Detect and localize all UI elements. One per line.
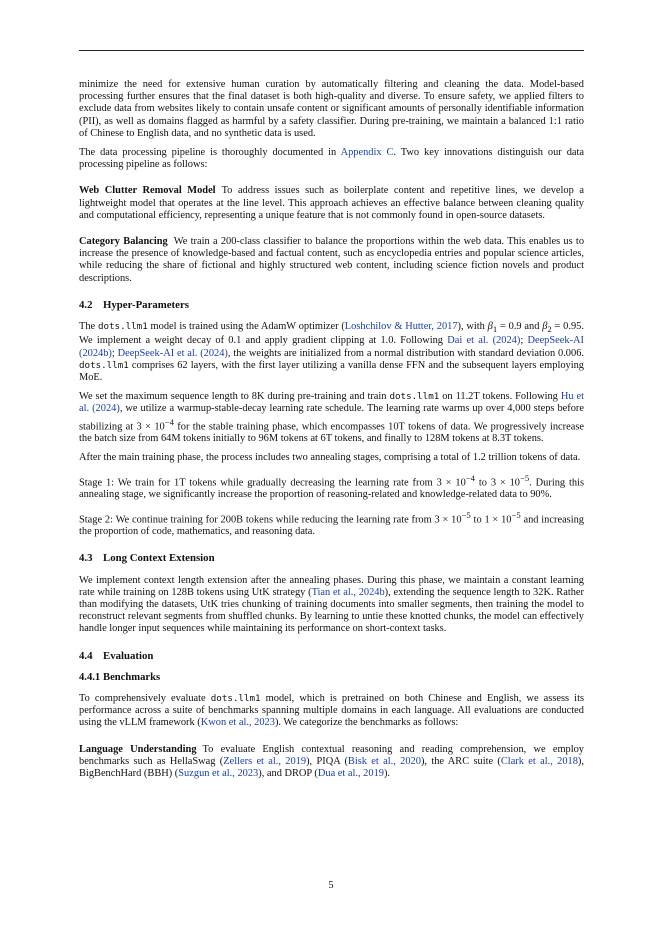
citation-link[interactable]: Kwon et al., 2023 — [200, 717, 275, 729]
category-balancing-heading: Category Balancing — [79, 236, 168, 248]
citation-link[interactable]: Loshchilov & Hutter, 2017 — [344, 321, 458, 333]
citation-link[interactable]: Clark et al., 2018 — [500, 755, 578, 767]
model-name-code: dots.llm1 — [97, 321, 148, 333]
citation-link[interactable]: DeepSeek-AI (2024b) — [79, 335, 584, 359]
stage-1-paragraph: Stage 1: We train for 1T tokens while gradually decreasing the learning rate from $3 \times 10^{-4}$ to $3 \times 10^{-5}$. During this annealing stage, we significantly increase the proportion of reasoning-related and knowledge-related data to 90%. — [79, 472, 584, 501]
section-heading-4-4: 4.4 Evaluation — [79, 649, 154, 662]
citation-link[interactable]: Hu et al. (2024) — [79, 391, 584, 415]
citation-link[interactable]: Zellers et al., 2019 — [223, 755, 307, 767]
citation-link[interactable]: Dua et al., 2019 — [317, 768, 384, 780]
hyperparams-paragraph-1: The dots.llm1 model is trained using the AdamW optimizer (Loshchilov & Hutter, 2017), with $\beta_1 = 0.9$ and $\beta_2 = 0.95$. We implement a weight decay of 0.1 and apply gradient clipping at 1.0. Following Dai et al. (2024); DeepSeek-AI (2024b); DeepSeek-AI et al. (2024), the weights are initialized from a normal distribution with standard deviation 0.006. dots.llm1 comprises 62 layers, with the first layer utilizing a vanilla dense FFN and the subsequent layers employing MoE. — [79, 321, 584, 383]
hyperparams-paragraph-3: After the main training phase, the process includes two annealing stages, comprising a total of 1.2 trillion tokens of data. — [79, 452, 581, 464]
benchmarks-paragraph: To comprehensively evaluate dots.llm1 model, which is pretrained on both Chinese and English, we assess its performance across a suite of benchmarks spanning multiple domains in each language. All evaluations are conducted using the vLLM framework (Kwon et al., 2023). We categorize the benchmarks as follows: — [79, 693, 585, 729]
citation-link[interactable]: Dai et al. (2024) — [447, 335, 521, 347]
citation-link[interactable]: Bisk et al., 2020 — [347, 755, 421, 767]
citation-link[interactable]: DeepSeek-AI et al. (2024) — [117, 347, 228, 359]
citation-link[interactable]: Suzgun et al., 2023 — [178, 768, 259, 780]
web-clutter-heading: Web Clutter Removal Model — [79, 185, 216, 197]
header-rule — [79, 50, 584, 51]
page-content — [79, 79, 584, 787]
citation-link[interactable]: Tian et al., 2024b — [311, 586, 385, 598]
language-understanding-heading: Language Understanding — [79, 743, 197, 755]
web-clutter-paragraph: Web Clutter Removal Model To address issues such as boilerplate content and repetitive lines, we develop a lightweight model that operates at the line level. This approach achieves an effective balance between cleaning quality and computational efficiency, representing a unique feature that is not commonly found in open-source datasets. — [79, 185, 584, 221]
intro-paragraph-2: The data processing pipeline is thoroughly documented in Appendix C. Two key innovations distinguish our data processing pipeline as follows: — [79, 147, 584, 171]
page-number: 5 — [328, 880, 334, 891]
model-name-code: dots.llm1 — [79, 359, 129, 371]
appendix-c-link[interactable]: Appendix C — [340, 147, 394, 159]
model-name-code: dots.llm1 — [389, 391, 440, 403]
intro-paragraph-1: minimize the need for extensive human curation by automatically filtering and cleaning the data. Model-based processing further ensures that the final dataset is both high-quality and diverse. To ensure safety, we applied filters to exclude data from websites likely to contain unsafe content or significant amounts of personally identifiable information (PII), as well as domains flagged as harmful by a safety classifier. During pre-training, we maintain a balanced 1:1 ratio of Chinese to English data, and no synthetic data is used. — [79, 79, 584, 139]
model-name-code: dots.llm1 — [210, 693, 261, 704]
language-understanding-paragraph: Language Understanding To evaluate English contextual reasoning and reading comprehension, we employ benchmarks such as HellaSwag (Zellers et al., 2019), PIQA (Bisk et al., 2020), the ARC suite (Clark et al., 2018), BigBenchHard (BBH) (Suzgun et al., 2023), and DROP (Dua et al., 2019). — [79, 743, 585, 780]
long-context-paragraph: We implement context length extension after the annealing phases. During this phase, we maintain a constant learning rate while training on 128B tokens using UtK strategy (Tian et al., 2024b), extending the sequence length to 32K. Rather than modifying the datasets, UtK tries chunking of training documents into smaller segments, then training the model to reconstruct relevant segments from shuffled chunks. By learning to untie these knotted chunks, the model can effectively handle longer input sequences while maintaining its performance on short-context tasks. — [79, 574, 584, 635]
hyperparams-paragraph-2: We set the maximum sequence length to 8K during pre-training and train dots.llm1 on 11.2T tokens. Following Hu et al. (2024), we utilize a warmup-stable-decay learning rate schedule. The learning rate warms up over 4,000 steps before stabilizing at $3 \times 10^{-4}$ for the stable training phase, which encompasses 10T tokens of data. We progressively increase the batch size from 64M tokens initially to 96M tokens at 6T tokens, and finally to 128M tokens at 8.3T tokens. — [79, 391, 585, 445]
section-heading-4-3: 4.3 Long Context Extension — [79, 552, 215, 565]
section-heading-4-2: 4.2 Hyper-Parameters — [79, 298, 189, 311]
category-balancing-paragraph: Category Balancing We train a 200-class classifier to balance the proportions within the web data. This enables us to increase the presence of knowledge-based and factual content, such as encyclopedia entries and popular science articles, while reducing the share of fictional and highly structured web content, including science fiction novels and product descriptions. — [79, 236, 585, 284]
stage-2-paragraph: Stage 2: We continue training for 200B tokens while reducing the learning rate from $3 \times 10^{-5}$ to $1 \times 10^{-5}$ and increasing the proportion of code, mathematics, and reasoning data. — [79, 509, 584, 538]
subsection-heading-4-4-1: 4.4.1 Benchmarks — [79, 671, 161, 683]
